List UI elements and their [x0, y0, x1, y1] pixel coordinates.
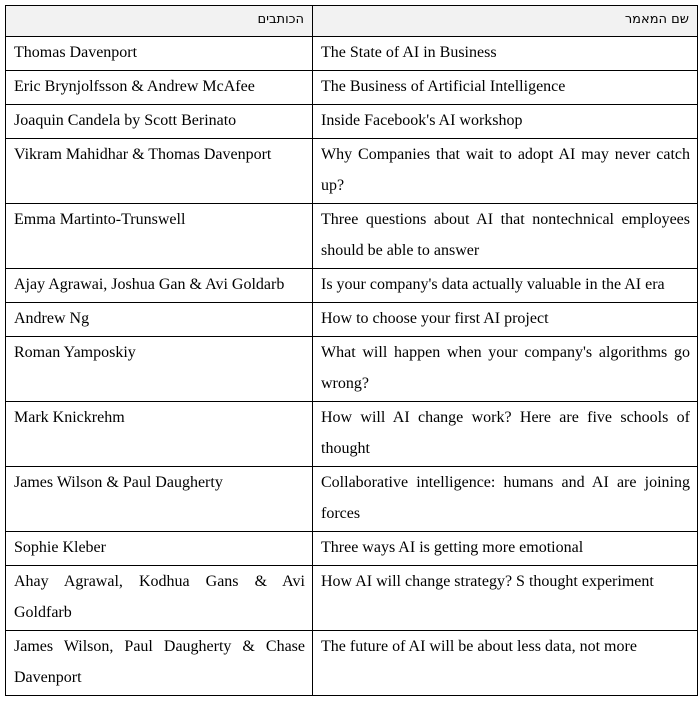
table-row: [6, 37, 698, 71]
title-cell: What will happen when your company's algorithms go wrong?: [313, 337, 698, 402]
authors-cell: Roman Yamposkiy: [6, 337, 313, 402]
header-row: [6, 6, 698, 37]
table-row: [6, 566, 698, 631]
authors-cell: Emma Martinto-Trunswell: [6, 204, 313, 269]
authors-cell: James Wilson, Paul Daugherty & Chase Davenport: [6, 631, 313, 696]
authors-cell: Ajay Agrawai, Joshua Gan & Avi Goldarb: [6, 269, 313, 303]
title-cell: Three questions about AI that nontechnical employees should be able to answer: [313, 204, 698, 269]
table-row: [6, 303, 698, 337]
title-cell: Inside Facebook's AI workshop: [313, 105, 698, 139]
title-cell: The State of AI in Business: [313, 37, 698, 71]
title-cell: Three ways AI is getting more emotional: [313, 532, 698, 566]
table-row: [6, 71, 698, 105]
articles-table: [5, 5, 698, 696]
title-cell: The future of AI will be about less data, not more: [313, 631, 698, 696]
table-row: [6, 631, 698, 696]
title-cell: How AI will change strategy? S thought experiment: [313, 566, 698, 631]
authors-cell: Thomas Davenport: [6, 37, 313, 71]
authors-cell: Vikram Mahidhar & Thomas Davenport: [6, 139, 313, 204]
authors-cell: Ahay Agrawal, Kodhua Gans & Avi Goldfarb: [6, 566, 313, 631]
table-row: [6, 467, 698, 532]
title-cell: Why Companies that wait to adopt AI may never catch up?: [313, 139, 698, 204]
authors-cell: Eric Brynjolfsson & Andrew McAfee: [6, 71, 313, 105]
authors-cell: James Wilson & Paul Daugherty: [6, 467, 313, 532]
table-row: [6, 337, 698, 402]
title-cell: Is your company's data actually valuable in the AI era: [313, 269, 698, 303]
table-row: [6, 139, 698, 204]
document-page: [5, 5, 697, 696]
title-cell: Collaborative intelligence: humans and AI are joining forces: [313, 467, 698, 532]
table-row: [6, 532, 698, 566]
table-row: [6, 105, 698, 139]
authors-cell: Sophie Kleber: [6, 532, 313, 566]
table-row: [6, 269, 698, 303]
title-cell: How to choose your first AI project: [313, 303, 698, 337]
authors-cell: Andrew Ng: [6, 303, 313, 337]
authors-column-header: הכותבים: [6, 6, 313, 37]
table-row: [6, 204, 698, 269]
title-cell: How will AI change work? Here are five schools of thought: [313, 402, 698, 467]
title-column-header: שם המאמר: [313, 6, 698, 37]
title-cell: The Business of Artificial Intelligence: [313, 71, 698, 105]
table-row: [6, 402, 698, 467]
authors-cell: Joaquin Candela by Scott Berinato: [6, 105, 313, 139]
authors-cell: Mark Knickrehm: [6, 402, 313, 467]
